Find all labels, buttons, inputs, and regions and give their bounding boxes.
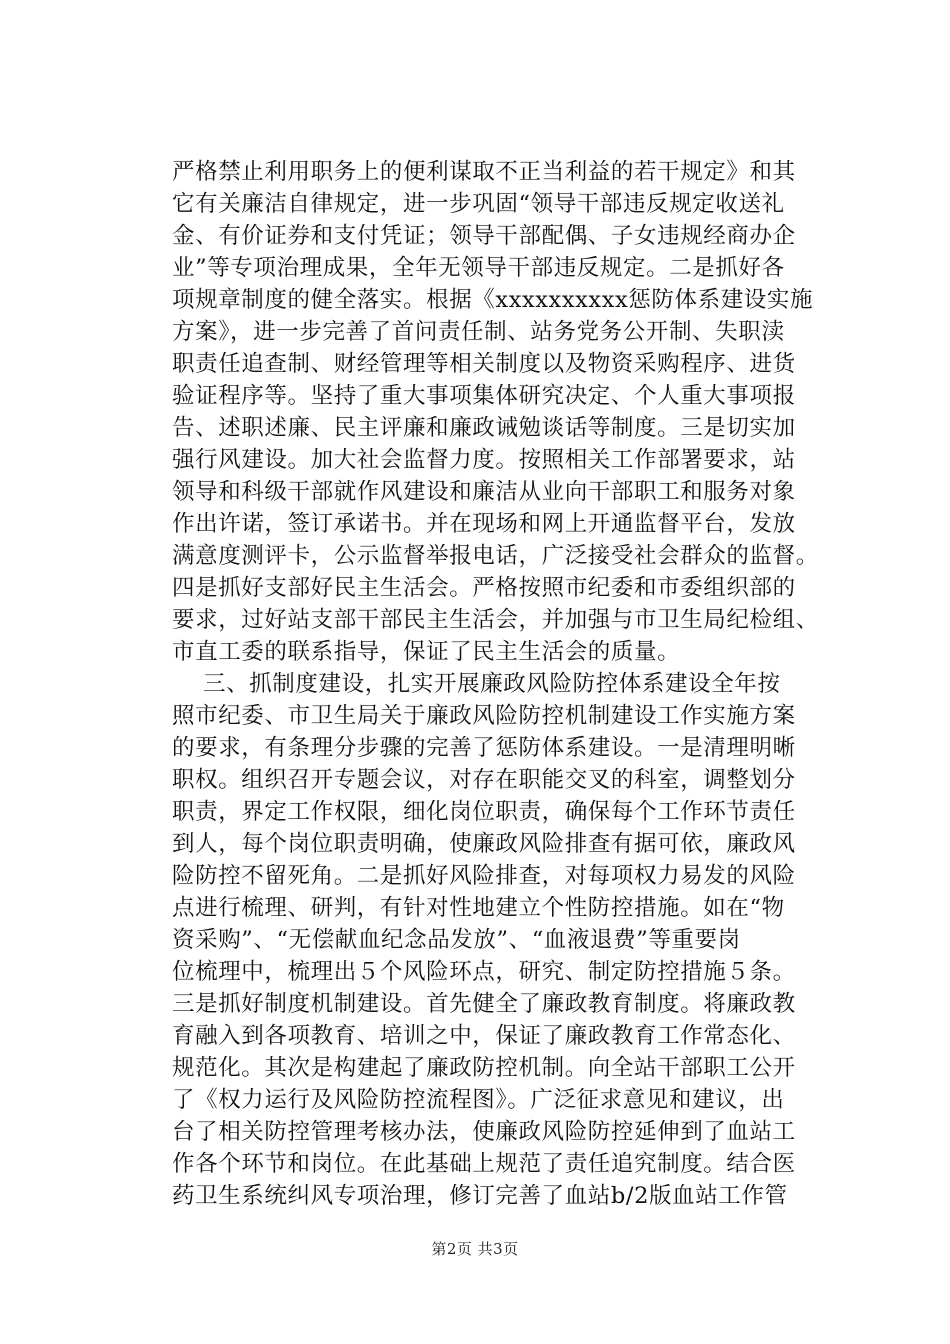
text-line: 验证程序等。坚持了重大事项集体研究决定、个人重大事项报 bbox=[172, 383, 796, 409]
text-line: 四是抓好支部好民主生活会。严格按照市纪委和市委组织部的 bbox=[172, 575, 796, 601]
text-line: 告、述职述廉、民主评廉和廉政诫勉谈话等制度。三是切实加 bbox=[172, 415, 796, 441]
text-line: 作出许诺，签订承诺书。并在现场和网上开通监督平台，发放 bbox=[172, 511, 796, 537]
text-line: 市直工委的联系指导，保证了民主生活会的质量。 bbox=[172, 639, 681, 665]
document-body bbox=[172, 156, 852, 1212]
text-line: 金、有价证券和支付凭证；领导干部配偶、子女违规经商办企 bbox=[172, 223, 796, 249]
text-line: 到人，每个岗位职责明确，使廉政风险排查有据可依，廉政风 bbox=[172, 831, 796, 857]
text-line: 三、抓制度建设，扎实开展廉政风险防控体系建设全年按 bbox=[172, 671, 781, 697]
text-line: 资采购”、“无偿献血纪念品发放”、“血液退费”等重要岗 bbox=[172, 927, 741, 953]
text-line: 位梳理中，梳理出５个风险环点，研究、制定防控措施５条。 bbox=[172, 959, 796, 985]
text-line: 职责任追查制、财经管理等相关制度以及物资采购程序、进货 bbox=[172, 351, 796, 377]
text-line: 育融入到各项教育、培训之中，保证了廉政教育工作常态化、 bbox=[172, 1023, 796, 1049]
text-line: 照市纪委、市卫生局关于廉政风险防控机制建设工作实施方案 bbox=[172, 703, 796, 729]
text-line: 了《权力运行及风险防控流程图》。广泛征求意见和建议，出 bbox=[172, 1087, 785, 1113]
text-line: 强行风建设。加大社会监督力度。按照相关工作部署要求，站 bbox=[172, 447, 796, 473]
text-line: 险防控不留死角。二是抓好风险排查，对每项权力易发的风险 bbox=[172, 863, 796, 889]
text-line: 要求，过好站支部干部民主生活会，并加强与市卫生局纪检组、 bbox=[172, 607, 819, 633]
text-line: 严格禁止利用职务上的便利谋取不正当利益的若干规定》和其 bbox=[172, 159, 796, 185]
text-line: 领导和科级干部就作风建设和廉洁从业向干部职工和服务对象 bbox=[172, 479, 796, 505]
text-line: 满意度测评卡，公示监督举报电话，广泛接受社会群众的监督。 bbox=[172, 543, 819, 569]
text-line: 三是抓好制度机制建设。首先健全了廉政教育制度。将廉政教 bbox=[172, 991, 796, 1017]
text-line: 的要求，有条理分步骤的完善了惩防体系建设。一是清理明晰 bbox=[172, 735, 796, 761]
text-line: 业”等专项治理成果，全年无领导干部违反规定。二是抓好各 bbox=[172, 255, 785, 281]
text-line: 职责，界定工作权限，细化岗位职责，确保每个工作环节责任 bbox=[172, 799, 796, 825]
text-line: 它有关廉洁自律规定，进一步巩固“领导干部违反规定收送礼 bbox=[172, 191, 785, 217]
text-line: 台了相关防控管理考核办法，使廉政风险防控延伸到了血站工 bbox=[172, 1119, 796, 1145]
text-line: 药卫生系统纠风专项治理，修订完善了血站b/2版血站工作管 bbox=[172, 1183, 788, 1209]
text-line: 方案》，进一步完善了首问责任制、站务党务公开制、失职渎 bbox=[172, 319, 785, 345]
text-line: 规范化。其次是构建起了廉政防控机制。向全站干部职工公开 bbox=[172, 1055, 796, 1081]
text-line: 职权。组织召开专题会议，对存在职能交叉的科室，调整划分 bbox=[172, 767, 796, 793]
page-number-footer: 第2页 共3页 bbox=[431, 1240, 519, 1258]
text-line: 作各个环节和岗位。在此基础上规范了责任追究制度。结合医 bbox=[172, 1151, 796, 1177]
text-line: 项规章制度的健全落实。根据《xxxxxxxxxx惩防体系建设实施 bbox=[172, 287, 814, 313]
text-line: 点进行梳理、研判，有针对性地建立个性防控措施。如在“物 bbox=[172, 895, 785, 921]
